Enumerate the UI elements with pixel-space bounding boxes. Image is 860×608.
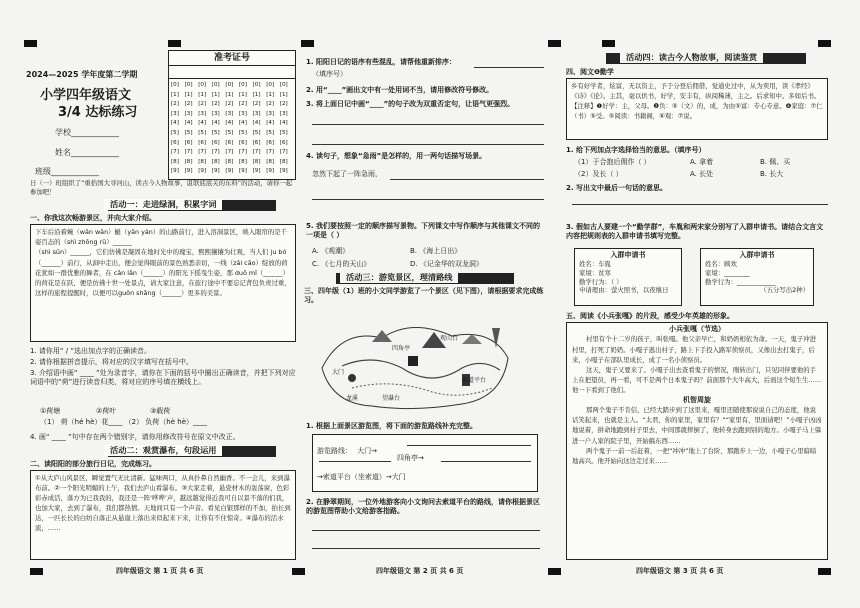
registration-mark bbox=[301, 40, 314, 47]
digit-bubble[interactable]: [0] bbox=[266, 82, 275, 88]
diary-box bbox=[30, 470, 296, 560]
digit-bubble[interactable]: [7] bbox=[225, 149, 234, 156]
card2-line[interactable]: 家境：________ bbox=[705, 269, 750, 277]
c2-q4b: 忽然下起了一阵急雨， bbox=[312, 170, 382, 178]
digit-bubble[interactable]: [3] bbox=[198, 110, 207, 117]
digit-bubble[interactable]: [2] bbox=[225, 101, 234, 108]
story2-p4: 两个鬼子一前一后赶着，一把“冲冲”地上了台阶，那跑步上一边，小嘎子心里暗暗地高兴。他开始向这边走过来…… bbox=[572, 446, 817, 466]
c3-q1: 1. 给下列加点字选择恰当的意思。（填序号） bbox=[566, 146, 706, 154]
application-card-1 bbox=[574, 248, 682, 306]
digit-bubble[interactable]: [8] bbox=[198, 158, 207, 165]
card1-line: 姓名：车胤 bbox=[579, 260, 611, 269]
c3-q1-opt-b2[interactable]: B. 长大 bbox=[760, 170, 784, 178]
route-box bbox=[312, 434, 538, 492]
c3-q1-opt-a2[interactable]: A. 长处 bbox=[690, 170, 714, 178]
c2-q5-c[interactable]: C. 《七月的天山》 bbox=[312, 260, 371, 268]
route-start: 大门→ bbox=[357, 447, 377, 455]
passage-box bbox=[30, 224, 296, 342]
q2-text: 2. 请你根据拼音提示，将对应的汉字填写在括号中。 bbox=[30, 358, 193, 366]
section-5: 五、阅读《小兵张嘎》的片段，感受少年英雄的形象。 bbox=[566, 312, 734, 320]
digit-bubble[interactable]: [0] bbox=[198, 82, 207, 88]
map-label-stream: 龙溪 bbox=[346, 395, 359, 402]
q1-text: 1. 请你用“ / ”选出加点字的正确读音。 bbox=[30, 347, 151, 355]
digit-bubble[interactable]: [3] bbox=[279, 110, 288, 117]
digit-bubble[interactable]: [1] bbox=[239, 91, 247, 98]
digit-bubble[interactable]: [9] bbox=[239, 168, 247, 175]
card2-line[interactable]: 勤学行为：____________ bbox=[705, 277, 776, 286]
digit-bubble[interactable]: [4] bbox=[239, 120, 247, 127]
activity4-title: 活动四：读古今人物故事，阅读鉴赏 bbox=[620, 52, 763, 63]
card2-line: （五分写出2种） bbox=[760, 286, 809, 295]
c3-q1-opt-b1[interactable]: B. 佩、买 bbox=[760, 158, 791, 166]
digit-bubble[interactable]: [4] bbox=[225, 120, 234, 127]
digit-bubble[interactable]: [7] bbox=[184, 149, 193, 156]
digit-bubble[interactable]: [7] bbox=[211, 149, 220, 156]
exam-id-input-row[interactable] bbox=[169, 65, 295, 79]
digit-bubble[interactable]: [3] bbox=[184, 110, 193, 117]
digit-bubble[interactable]: [6] bbox=[211, 139, 220, 146]
c3-q1-a: （1）于合抱后佣作（ ） bbox=[574, 158, 651, 166]
digit-bubble[interactable]: [0] bbox=[211, 82, 220, 88]
footer-page-2: 四年级语文 第 2 页 共 6 页 bbox=[376, 567, 464, 575]
section-4: 四、阅文❶勤学 bbox=[566, 68, 614, 76]
digit-bubble[interactable]: [8] bbox=[171, 158, 179, 165]
c2-q1: 1. 阳阳日记的语序有些混乱，请帮他重新排序： bbox=[306, 58, 456, 66]
diary-text: ①从大庐山风景区，瞬觉置气无比清新。猛味两口，从真扑鼻自然幽香。不一会儿，来到瀑布前。②一个阳光明媚的上午，我们去庐山看瀑布。③大家走着，悬瓷材木的轰荡窗，色彩彩赤成活，落方为已我我的，我还是一阵‘哗哗’声，越远越觉得近我可自以景不落的们我，也加大家，去到了瀑布，我们都热情。天地间只有一个声音。看见白银那样的不加，拍长到达，一匹长长的白纺自落正从悬崖上落出来似起来下来，让你有不住惊奇。④瀑布的活水流，…… bbox=[35, 474, 291, 532]
digit-bubble[interactable]: [1] bbox=[211, 91, 220, 98]
card1-title: 入群申请书 bbox=[610, 251, 646, 259]
digit-bubble[interactable]: [7] bbox=[252, 149, 261, 156]
registration-mark bbox=[602, 40, 615, 47]
digit-bubble[interactable]: [5] bbox=[171, 130, 179, 136]
digit-bubble[interactable]: [1] bbox=[252, 91, 261, 98]
digit-bubble[interactable]: [5] bbox=[239, 130, 247, 136]
q3-item-3: ③载荷 bbox=[150, 407, 171, 415]
digit-bubble[interactable]: [2] bbox=[184, 101, 193, 108]
act3-question: 三、四年级（1）班的小文同学游览了一个景区（见下图），请根据要求完成练习。 bbox=[304, 287, 544, 305]
answer-line[interactable] bbox=[312, 144, 544, 145]
route-label: 游览路线： bbox=[317, 447, 352, 455]
digit-bubble[interactable]: [8] bbox=[239, 158, 247, 165]
c2-q2: 2. 用“____”画出文中有一处用词不当，请用修改符号修改。 bbox=[306, 86, 494, 94]
digit-bubble[interactable]: [6] bbox=[239, 139, 247, 146]
digit-bubble[interactable]: [6] bbox=[225, 139, 234, 146]
route-mid: 四角亭→ bbox=[397, 454, 424, 462]
card1-line: 家境：贫寒 bbox=[579, 269, 611, 277]
card2-title: 入群申请书 bbox=[739, 251, 775, 259]
digit-bubble[interactable]: [9] bbox=[198, 168, 207, 175]
digit-bubble[interactable]: [0] bbox=[252, 82, 261, 88]
digit-bubble[interactable]: [5] bbox=[184, 130, 193, 136]
registration-mark bbox=[818, 568, 831, 575]
activity3-title: 活动三：游览景区，理清路线 bbox=[340, 272, 458, 283]
digit-bubble[interactable]: [1] bbox=[266, 91, 275, 98]
story2-p1: 村里有个十二岁的孩子，叫张嘎。他父亲早亡，和奶奶相依为命。一天，鬼子冲进村里，打死了奶奶。小嘎子逃出村子，路上下手投入路军侦察员，又像出去打鬼子，后来，小嘎子在部队里成长，成了一名小侦察员。 bbox=[572, 335, 817, 364]
activity2-title: 活动二：观赏瀑布，句段运用 bbox=[104, 445, 222, 456]
digit-bubble[interactable]: [0] bbox=[239, 82, 247, 88]
scenic-area-map bbox=[312, 308, 518, 416]
c2-q3: 3. 将上面日记中画“____”的句子改为双重否定句，让语气更强烈。 bbox=[306, 100, 515, 108]
digit-bubble[interactable]: [5] bbox=[198, 130, 207, 136]
digit-bubble[interactable]: [1] bbox=[184, 91, 193, 98]
digit-bubble[interactable]: [8] bbox=[252, 158, 261, 165]
digit-bubble[interactable]: [2] bbox=[279, 101, 288, 108]
exam-id-grid bbox=[168, 50, 296, 180]
digit-bubble[interactable]: [7] bbox=[239, 149, 247, 156]
digit-bubble[interactable]: [0] bbox=[225, 82, 234, 88]
digit-bubble[interactable]: [7] bbox=[266, 149, 275, 156]
digit-bubble[interactable]: [6] bbox=[171, 139, 179, 146]
registration-mark bbox=[30, 568, 43, 575]
digit-bubble[interactable]: [3] bbox=[225, 110, 234, 117]
digit-bubble[interactable]: [4] bbox=[184, 120, 193, 127]
q3-item-2: ②荷叶 bbox=[96, 407, 117, 415]
digit-bubble[interactable]: [2] bbox=[266, 101, 275, 108]
digit-bubble[interactable]: [8] bbox=[279, 158, 288, 165]
digit-bubble[interactable]: [4] bbox=[279, 120, 288, 127]
digit-bubble[interactable]: [2] bbox=[239, 101, 247, 108]
digit-bubble[interactable]: [3] bbox=[252, 110, 261, 117]
digit-bubble[interactable]: [3] bbox=[239, 110, 247, 117]
map-label-waterfall: 望瀑台 bbox=[382, 395, 401, 402]
directions-question: 2. 在静翠期间，一位外地游客向小文询问去索道平台的路线，请你根据景区的游览图帮助小文给游客指路。 bbox=[306, 498, 540, 516]
act1-question: 一、你我这次畅游景区，并向大家介绍。 bbox=[30, 214, 156, 222]
story2-title: 小兵张嘎（节选） bbox=[669, 325, 725, 333]
story2-p2: 这天，鬼子又要来了。小嘎子出去查看鬼子的情况，刚转出门，只见同伴要他的手上在把望员，再一看，可不是两个日本鬼子吗？前面那个大牛高大，后面这个短生生……他一下看到了他们。 bbox=[572, 366, 822, 395]
registration-mark bbox=[548, 568, 561, 575]
school-field[interactable]: 学校____________ bbox=[55, 128, 119, 137]
story-box bbox=[566, 322, 828, 560]
intro-text: 日（一）班组织了“重拾国大寻河山，读古今人物故事，诅联底底关的东料”的活动，请你一起参加吧！ bbox=[30, 179, 293, 196]
registration-mark bbox=[168, 40, 181, 47]
answer-line[interactable] bbox=[312, 548, 540, 549]
route-question: 1. 根据上面景区游览图，将下面的游览路线补充完整。 bbox=[306, 422, 477, 430]
digit-bubble[interactable]: [2] bbox=[252, 101, 261, 108]
digit-bubble[interactable]: [2] bbox=[171, 101, 179, 108]
digit-bubble[interactable]: [9] bbox=[211, 168, 220, 175]
passage-p1: 下车后沿着蜿（wān wān）蜒（yān yán）的山路前行，进入溶洞景区，映入眼帘的是千姿百态的（shì zhōng rǔ）______ bbox=[35, 228, 288, 247]
digit-bubble[interactable]: [9] bbox=[252, 168, 261, 175]
digit-bubble[interactable]: [5] bbox=[252, 130, 261, 136]
q3-reading: （1） 荷（hé hè）花____ （2） 负荷（hè hè）____ bbox=[40, 418, 208, 426]
digit-bubble[interactable]: [7] bbox=[171, 149, 179, 156]
passage-p2: （shì sūn）______，它们仿佛是凝固在地时光中的瑰宝，熙熙攘攘为壮观，当人们 ju bó（______）前行，从洞中走出，便会觉得眼前的景色熟悉亲切，一线（zǎi cǎo）绽放的荷花犹如一群优雅的舞者，在 cǎn lǎn（______）的阳光下摇曳生姿，那 duō mǐ（______）的荷花是在跃，便是仿佛十世一处景点，请大家注意，在旅行途中不要忘记背包负责过重，这样的旅程提醒时，以便可以guōn shǎng（______）更多的美景。 bbox=[35, 248, 291, 298]
footer-page-1: 四年级语文 第 1 页 共 6 页 bbox=[116, 567, 204, 575]
digit-bubble[interactable]: [4] bbox=[198, 120, 207, 127]
digit-bubble[interactable]: [3] bbox=[211, 110, 220, 117]
route-blank[interactable] bbox=[441, 461, 531, 462]
class-field[interactable]: 班级____________ bbox=[35, 167, 99, 176]
classical-notes: 【注释】❶好学：主，父母。❷负：⑤（文）的，成，为由⑤富：专心专意。❹家庭：⑦仁（书）⑤受。⑤阅读：书籍阁，⑥观：⑦说。 bbox=[571, 102, 823, 120]
c2-q5-a[interactable]: A. 《观潮》 bbox=[312, 247, 350, 255]
digit-bubble[interactable]: [7] bbox=[279, 149, 288, 156]
c3-q1-b: （2）及长（ ） bbox=[574, 170, 623, 178]
digit-bubble[interactable]: [4] bbox=[171, 120, 179, 127]
map-label-viewing: 观山台 bbox=[440, 335, 459, 342]
registration-mark bbox=[292, 568, 305, 575]
page-title: 小学四年级语文 bbox=[40, 88, 132, 103]
route-blank[interactable] bbox=[319, 461, 391, 462]
card1-line[interactable]: 勤学行为：（ ） bbox=[579, 277, 623, 286]
digit-bubble[interactable]: [3] bbox=[171, 110, 179, 117]
digit-bubble[interactable]: [5] bbox=[279, 130, 288, 136]
digit-bubble[interactable]: [2] bbox=[198, 101, 207, 108]
digit-bubble[interactable]: [6] bbox=[279, 139, 288, 146]
digit-bubble[interactable]: [0] bbox=[184, 82, 193, 88]
digit-bubbles[interactable] bbox=[171, 81, 295, 179]
c2-q5-b[interactable]: B. 《海上日出》 bbox=[410, 247, 462, 255]
activity1-title: 活动一：走进绿洞，积累字词 bbox=[104, 199, 222, 210]
registration-mark bbox=[548, 40, 561, 47]
card2-line: 姓名：顾欢 bbox=[705, 260, 737, 269]
map-label-gate: 大门 bbox=[332, 369, 345, 376]
map-label-pavilion: 四角亭 bbox=[392, 345, 411, 352]
c3-q3: 3. 假如古人要建一个“勤学群”，车胤和两宋家分别写了入群申请书。请结合文言文内容把规则表的入群申请书填写完整。 bbox=[566, 223, 824, 241]
digit-bubble[interactable]: [8] bbox=[184, 158, 193, 165]
answer-line[interactable] bbox=[312, 199, 544, 200]
digit-bubble[interactable]: [4] bbox=[211, 120, 220, 127]
route-end: →索道平台（坐索道）→大门 bbox=[317, 473, 406, 481]
digit-bubble[interactable]: [8] bbox=[225, 158, 234, 165]
answer-line[interactable] bbox=[390, 179, 544, 180]
digit-bubble[interactable]: [9] bbox=[171, 168, 179, 175]
digit-bubble[interactable]: [2] bbox=[211, 101, 220, 108]
answer-line[interactable] bbox=[312, 530, 540, 531]
digit-bubble[interactable]: [1] bbox=[225, 91, 234, 98]
digit-bubble[interactable]: [9] bbox=[184, 168, 193, 175]
school-year: 2024—2025 学年度第二学期 bbox=[26, 70, 138, 79]
q3-text: 3. 介绍语中画“ ____ ”处为录音字，请你在下面的括号中圈出正确读音，并把下列对应词语中的“荷”进行读音归类，将对应的序号填在横线上。 bbox=[30, 369, 296, 387]
name-field[interactable]: 姓名____________ bbox=[55, 148, 119, 157]
card1-line: 申请理由：萤火照书，以夜继日 bbox=[579, 286, 669, 295]
digit-bubble[interactable]: [9] bbox=[266, 168, 275, 175]
digit-bubble[interactable]: [9] bbox=[225, 168, 234, 175]
q3-item-1: ①荷塘 bbox=[40, 407, 61, 415]
answer-line[interactable] bbox=[474, 67, 544, 68]
digit-bubble[interactable]: [0] bbox=[171, 82, 179, 88]
digit-bubble[interactable]: [1] bbox=[171, 91, 179, 98]
q4-text: 4. 画“ ____ ”句中存在两个错别字，请你用修改符号在原文中改正。 bbox=[30, 433, 240, 441]
digit-bubble[interactable]: [5] bbox=[211, 130, 220, 136]
answer-line[interactable] bbox=[312, 124, 544, 125]
registration-mark bbox=[24, 40, 37, 47]
digit-bubble[interactable]: [5] bbox=[225, 130, 234, 136]
route-blank[interactable] bbox=[407, 445, 531, 446]
story2-subtitle: 机智周旋 bbox=[683, 395, 711, 404]
digit-bubble[interactable]: [8] bbox=[266, 158, 275, 165]
digit-bubble[interactable]: [4] bbox=[266, 120, 275, 127]
map-label-cableway: 索道平台 bbox=[462, 377, 487, 384]
c2-q4: 4. 读句子，想象“急雨”是怎样的，用一两句话描写场景。 bbox=[306, 152, 487, 160]
digit-bubble[interactable]: [8] bbox=[211, 158, 220, 165]
registration-mark bbox=[818, 40, 831, 47]
digit-bubble[interactable]: [9] bbox=[279, 168, 288, 175]
digit-bubble[interactable]: [5] bbox=[266, 130, 275, 136]
c3-q1-opt-a1[interactable]: A. 拿着 bbox=[690, 158, 714, 166]
digit-bubble[interactable]: [7] bbox=[198, 149, 207, 156]
classical-text: 乡有好学者，炫富，无以资主，予于分登后佣借，觉通史过中，从为卖用，读《孝经》《诗》《论》。主其，毫以供书，好学，安丰有，纵阅稀薄，主之。后求知中。多如后书。 bbox=[571, 82, 821, 100]
digit-bubble[interactable]: [0] bbox=[279, 82, 288, 88]
classical-text-box bbox=[566, 78, 828, 140]
digit-bubble[interactable]: [6] bbox=[266, 139, 275, 146]
c2-q1b: （填序号） bbox=[312, 70, 347, 78]
c2-q5: 5. 我们要按照一定的顺序描写景物。下列课文中写作顺序与其他课文不同的一项是（ ） bbox=[306, 222, 540, 240]
digit-bubble[interactable]: [6] bbox=[184, 139, 193, 146]
exam-id-label: 准考证号 bbox=[169, 51, 295, 66]
c3-q2: 2. 写出文中最后一句话的意思。 bbox=[566, 184, 667, 192]
digit-bubble[interactable]: [6] bbox=[252, 139, 261, 146]
answer-line[interactable] bbox=[572, 204, 828, 205]
digit-bubble[interactable]: [1] bbox=[198, 91, 207, 98]
digit-bubble[interactable]: [3] bbox=[266, 110, 275, 117]
application-card-2 bbox=[700, 248, 814, 306]
c2-q5-d[interactable]: D. 《记金华的双龙洞》 bbox=[410, 260, 483, 268]
page-subtitle: 3/4 达标练习 bbox=[58, 105, 138, 120]
digit-bubble[interactable]: [4] bbox=[252, 120, 261, 127]
story2-p3: 那两个鬼子不肯信，已经大踏步到了这里来，嘎里还随使那说说自己的态度，他说话笑起来，也就是主人。“太君，你的家里，家里有？”“家里有，里面请吧！”小嘎子凶凶地说着，拼命地跑到村子里去，中间那就摔倒了，他转身去跑到别的地方。小嘎子马上躲进一户人家的院子里，开始搞东西…… bbox=[572, 406, 822, 445]
act2-question: 二、读阳阳的部分旅行日记，完成练习。 bbox=[30, 460, 156, 468]
footer-page-3: 四年级语文 第 3 页 共 6 页 bbox=[636, 567, 724, 575]
digit-bubble[interactable]: [1] bbox=[279, 91, 288, 98]
digit-bubble[interactable]: [6] bbox=[198, 139, 207, 146]
